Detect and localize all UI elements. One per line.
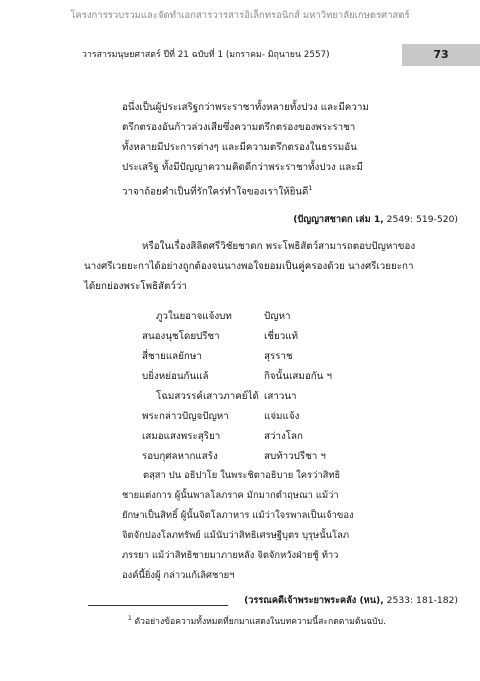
pali-line: จิตจักปองโลภทรัพย์ แม้นับว่าสิทธิเศรษฐีบุตร บุรุษนั้นโลภ	[122, 530, 350, 541]
verse-first-half: โฉมสวรรค์เสาวภาคย์ได้	[156, 391, 259, 402]
citation-title: (ปัญญาสชาดก เล่ม 1,	[293, 214, 384, 225]
pali-block	[122, 486, 354, 586]
verse-second-half: แจ่มแจ้ง	[264, 411, 300, 422]
quote-block	[122, 98, 369, 202]
citation-pages: 2533: 181-182)	[383, 595, 458, 606]
verse-second-half: เสาวนา	[264, 391, 297, 402]
footnote-number: 1	[128, 615, 132, 623]
verse-second-half: กิจนั้นเสมอกัน ฯ	[264, 371, 332, 382]
pali-line: องค์นี้ยิ่งผู้ กล่าวแก้เลิศชายฯ	[122, 570, 235, 581]
verse-second-half: สว่างโลก	[264, 431, 303, 442]
footnote-marker: 1	[308, 184, 313, 192]
quote-citation	[293, 212, 458, 227]
quote-line: ตรึกตรองอันก้าวล่วงเสียซึ่งความตรึกตรองของพระราชา	[122, 122, 356, 133]
quote-line: ประเสริฐ ทั้งมีปัญญาความคิดดีกว่าพระราชาทั้งปวง และมี	[122, 162, 363, 173]
verse-first-half: เสมอแสงพระสุริยา	[142, 431, 221, 442]
page-number: 73	[402, 44, 480, 66]
verse-second-half: สบท้าวปรีชา ฯ	[264, 451, 326, 462]
quote-line: อนึ่งเป็นผู้ประเสริฐกว่าพระราชาทั้งหลายทั้งปวง และมีความ	[122, 102, 369, 113]
body-line-1: หรือในเรื่องสิลิตศรีวิชัยชาดก พระโพธิสัตว์สามารถตอบปัญหาของ	[142, 241, 416, 252]
quote-line: ทั้งหลายมีประการต่างๆ และมีความตรึกตรองในธรรมอัน	[122, 142, 357, 153]
citation-pages: 2549: 519-520)	[383, 214, 458, 225]
pali-line-1: ตสฺสา ปน อธิปาโย ในพระชิตาอธิบาย ใครว่าสิทธิ	[143, 470, 341, 481]
watermark-text: โครงการรวบรวมและจัดทำเอกสารวารสารอิเล็กทรอนิกส์ มหาวิทยาลัยเกษตรศาสตร์	[70, 10, 410, 21]
citation-title: (วรรณคดีเจ้าพระยาพระคลัง (หน),	[244, 595, 384, 606]
verse-first-half: พระกล่าวปัญจปัญหา	[142, 411, 229, 422]
pali-line: ชายแต่งการ ผู้นั้นพาลโลภราค มักมากตำฤษณา แม้ว่า	[122, 490, 339, 501]
verse-first-half: ภูวในยอาจแจ้งบท	[156, 311, 232, 322]
running-header	[82, 46, 480, 65]
verse-second-half: ปัญหา	[264, 311, 291, 322]
quote-line-last	[122, 178, 369, 202]
footnote-divider	[88, 605, 228, 606]
pali-line: ยักษาเป็นสิทธิ์ ผู้นั้นจิตโลภาหาร แม้ว่าใจรพาลเป็นเจ้าของ	[122, 510, 354, 521]
verse-first-half: สี่ชายแลยักษา	[142, 351, 202, 362]
body-line-3: ได้ยกย่องพระโพธิสัตว์ว่า	[84, 281, 187, 292]
footnote-text: ตัวอย่างข้อความทั้งหมดที่ยกมาแสดงในบทความนี้สะกดตามต้นฉบับ.	[131, 617, 386, 627]
verse-first-half: รอบกุศลหากแสร้ง	[142, 451, 218, 462]
verse-first-half: สนองนุชโดยปรีชา	[142, 331, 220, 342]
pali-line: ภรรยา แม้ว่าสิทธิชายมาภายหลัง จิตจักหวังฝ่ายชู้ ท้าว	[122, 550, 339, 561]
verse-first-half: บยิ่งหย่อนกันแล้	[142, 371, 209, 382]
verse-second-half: สุรราช	[264, 351, 293, 362]
pali-citation	[244, 593, 458, 608]
quote-line: วาจาถ้อยคำเป็นที่รักใคร่ทำใจของเราให้ยินดี	[122, 186, 309, 198]
body-line-2: นางศรีเวยยะกาได้อย่างถูกต้องจนนางพอใจยอมเป็นคู่ครองด้วย นางศรีเวยยะกา	[84, 261, 414, 272]
footnote	[128, 614, 386, 628]
verse-second-half: เชี่ยวแท้	[264, 331, 299, 342]
journal-title: วารสารมนุษยศาสตร์ ปีที่ 21 ฉบับที่ 1 (มกราคม- มิถุนายน 2557)	[82, 50, 330, 60]
